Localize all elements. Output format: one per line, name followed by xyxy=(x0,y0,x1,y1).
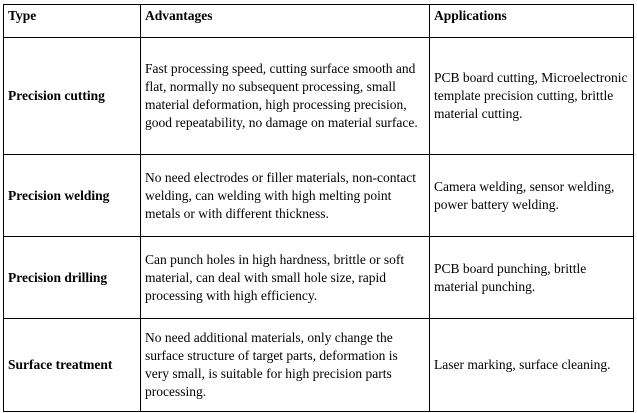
table-row xyxy=(4,319,634,412)
header-advantages: Advantages xyxy=(141,5,430,38)
type-cell: Surface treatment xyxy=(4,319,141,412)
advantages-cell: No need additional materials, only change the surface structure of target parts, deformation is very small, is suitable for high precision parts processing. xyxy=(141,319,430,412)
advantages-cell: Fast processing speed, cutting surface smooth and flat, normally no subsequent processing, small material deformation, high processing precision, good repeatability, no damage on material surface. xyxy=(141,38,430,155)
type-cell: Precision welding xyxy=(4,155,141,237)
applications-cell: PCB board cutting, Microelectronic template precision cutting, brittle material cutting. xyxy=(430,38,634,155)
type-cell: Precision drilling xyxy=(4,237,141,319)
applications-cell: Laser marking, surface cleaning. xyxy=(430,319,634,412)
advantages-cell: No need electrodes or filler materials, non-contact welding, can welding with high melting point metals or with different thickness. xyxy=(141,155,430,237)
table-row xyxy=(4,237,634,319)
advantages-cell: Can punch holes in high hardness, brittle or soft material, can deal with small hole size, rapid processing with high efficiency. xyxy=(141,237,430,319)
table-row xyxy=(4,38,634,155)
table-header-row xyxy=(4,5,634,38)
header-type: Type xyxy=(4,5,141,38)
applications-cell: PCB board punching, brittle material punching. xyxy=(430,237,634,319)
applications-cell: Camera welding, sensor welding, power battery welding. xyxy=(430,155,634,237)
type-cell: Precision cutting xyxy=(4,38,141,155)
table-row xyxy=(4,155,634,237)
header-applications: Applications xyxy=(430,5,634,38)
laser-applications-table xyxy=(3,4,634,412)
